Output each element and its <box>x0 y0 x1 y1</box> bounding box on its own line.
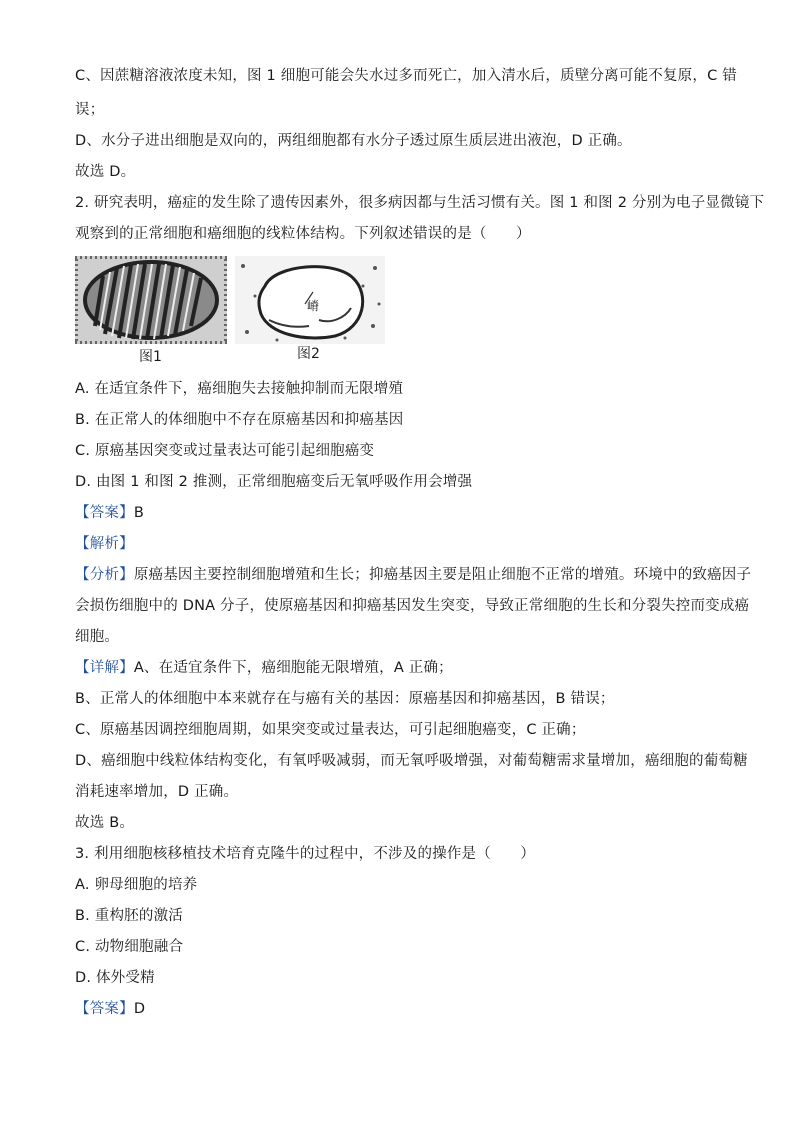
text-line: D、水分子进出细胞是双向的，两组细胞都有水分子透过原生质层进出液泡，D 正确。 <box>75 133 632 149</box>
question-3-stem: 3. 利用细胞核移植技术培育克隆牛的过程中，不涉及的操作是（ ） <box>75 846 536 862</box>
xiangjie-line: C、原癌基因调控细胞周期，如果突变或过量表达，可引起细胞癌变，C 正确； <box>75 722 586 738</box>
answer-line <box>75 999 145 1019</box>
fenxi-line: 细胞。 <box>75 629 120 645</box>
xiangjie-line <box>75 658 453 678</box>
option-d: D. 由图 1 和图 2 推测，正常细胞癌变后无氧呼吸作用会增强 <box>75 474 473 490</box>
figure-2-cancer-mitochondrion-image <box>235 256 385 344</box>
answer-line <box>75 503 144 523</box>
xiangjie-line: D、癌细胞中线粒体结构变化，有氧呼吸减弱，而无氧呼吸增强，对葡萄糖需求量增加，癌细胞的葡萄糖 <box>75 753 748 769</box>
mitochondria-figures <box>75 256 385 368</box>
conclusion-line: 故选 B。 <box>75 815 135 831</box>
option-d: D. 体外受精 <box>75 970 155 986</box>
figure-1-caption: 图1 <box>139 349 162 365</box>
text-line: C、因蔗糖溶液浓度未知，图 1 细胞可能会失水过多而死亡，加入清水后，质壁分离可能不复原，C 错 <box>75 68 737 84</box>
xiangjie-tag: 【详解】 <box>75 660 134 676</box>
figure-2-caption: 图2 <box>297 346 320 362</box>
figure-2-label: 嵴 <box>307 299 320 313</box>
option-c: C. 原癌基因突变或过量表达可能引起细胞癌变 <box>75 443 375 459</box>
analysis-tag <box>75 534 134 554</box>
fenxi-text: 原癌基因主要控制细胞增殖和生长；抑癌基因主要是阻止细胞不正常的增殖。环境中的致癌因子 <box>133 567 752 583</box>
figure-1-normal-mitochondrion-image <box>75 256 227 344</box>
xiangjie-text: A、在适宜条件下，癌细胞能无限增殖，A 正确； <box>133 660 453 676</box>
question-2-stem: 观察到的正常细胞和癌细胞的线粒体结构。下列叙述错误的是（ ） <box>75 226 531 242</box>
xiangjie-line: B、正常人的体细胞中本来就存在与癌有关的基因：原癌基因和抑癌基因，B 错误； <box>75 691 615 707</box>
answer-value: B <box>133 505 144 521</box>
option-a: A. 在适宜条件下，癌细胞失去接触抑制而无限增殖 <box>75 381 404 397</box>
fenxi-line: 会损伤细胞中的 DNA 分子，使原癌基因和抑癌基因发生突变，导致正常细胞的生长和分裂失控而变成癌 <box>75 598 750 614</box>
option-a: A. 卵母细胞的培养 <box>75 877 198 893</box>
analysis-label: 【解析】 <box>75 536 134 552</box>
question-2-stem: 2. 研究表明，癌症的发生除了遗传因素外，很多病因都与生活习惯有关。图 1 和图 2 分别为电子显微镜下 <box>75 195 765 211</box>
answer-value: D <box>133 1001 146 1017</box>
answer-tag: 【答案】 <box>75 1001 134 1017</box>
text-line: 误； <box>75 102 105 118</box>
xiangjie-line: 消耗速率增加，D 正确。 <box>75 784 239 800</box>
text-line: 故选 D。 <box>75 164 136 180</box>
fenxi-tag: 【分析】 <box>75 567 134 583</box>
option-c: C. 动物细胞融合 <box>75 939 184 955</box>
answer-tag: 【答案】 <box>75 505 134 521</box>
option-b: B. 在正常人的体细胞中不存在原癌基因和抑癌基因 <box>75 412 404 428</box>
option-b: B. 重构胚的激活 <box>75 908 183 924</box>
fenxi-line <box>75 565 751 585</box>
